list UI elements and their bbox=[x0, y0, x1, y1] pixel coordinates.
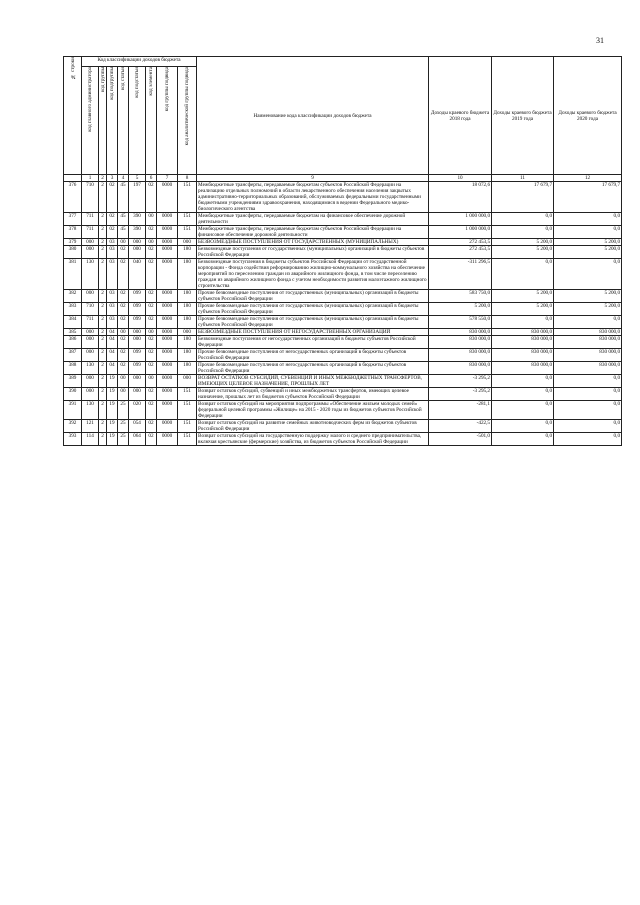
code-column-header-text: код главного администратора bbox=[87, 67, 93, 132]
code-cell: 0000 bbox=[157, 259, 178, 290]
column-number: 4 bbox=[118, 175, 129, 182]
table-row bbox=[64, 375, 622, 388]
code-cell: 0000 bbox=[157, 375, 178, 388]
code-cell: 0000 bbox=[157, 401, 178, 420]
revenue-table bbox=[63, 56, 622, 446]
income-name: ВОЗВРАТ ОСТАТКОВ СУБСИДИЙ, СУБВЕНЦИЙ И ИНЫХ МЕЖБЮДЖЕТНЫХ ТРАНСФЕРТОВ, ИМЕЮЩИХ ЦЕЛЕВОЕ НАЗНАЧЕНИЕ, ПРОШЛЫХ ЛЕТ bbox=[197, 375, 429, 388]
code-cell: 040 bbox=[129, 259, 146, 290]
table-row bbox=[64, 213, 622, 226]
code-column-header bbox=[146, 67, 157, 175]
row-number-header-text: № строки bbox=[69, 57, 76, 80]
code-cell: 19 bbox=[107, 420, 118, 433]
row-number: 378 bbox=[64, 226, 82, 239]
amount-cell: 0,0 bbox=[554, 420, 622, 433]
code-cell: 000 bbox=[82, 246, 99, 259]
row-number: 386 bbox=[64, 336, 82, 349]
amount-cell: 830 000,0 bbox=[429, 336, 492, 349]
code-cell: 099 bbox=[129, 349, 146, 362]
amount-cell: 0,0 bbox=[492, 316, 554, 329]
code-cell: 03 bbox=[107, 246, 118, 259]
table-row bbox=[64, 362, 622, 375]
code-cell: 2 bbox=[99, 316, 107, 329]
amount-cell: 830 000,0 bbox=[492, 349, 554, 362]
amount-cell: -3 295,2 bbox=[429, 375, 492, 388]
amount-cell: 0,0 bbox=[492, 375, 554, 388]
code-cell: 00 bbox=[118, 239, 129, 246]
code-cell: 390 bbox=[129, 226, 146, 239]
code-cell: 710 bbox=[82, 303, 99, 316]
income-name: Прочие безвозмездные поступления от негосударственных организаций в бюджеты субъектов Российской Федерации bbox=[197, 362, 429, 375]
code-cell: 02 bbox=[118, 290, 129, 303]
income-name: Безвозмездные поступления от негосударственных организаций в бюджеты субъектов Российской Федерации bbox=[197, 336, 429, 349]
table-row bbox=[64, 388, 622, 401]
row-number: 387 bbox=[64, 349, 82, 362]
code-cell: 0000 bbox=[157, 362, 178, 375]
code-column-header bbox=[129, 67, 146, 175]
income-name: Межбюджетные трансферты, передаваемые бюджетам на финансовое обеспечение дорожной деятельности bbox=[197, 213, 429, 226]
table-row bbox=[64, 246, 622, 259]
year-2018-header: Доходы краевого бюджета 2018 года bbox=[429, 57, 492, 175]
code-cell: 02 bbox=[107, 226, 118, 239]
code-cell: 2 bbox=[99, 336, 107, 349]
amount-cell: 0,0 bbox=[492, 259, 554, 290]
code-column-header bbox=[99, 67, 107, 175]
code-cell: 02 bbox=[146, 336, 157, 349]
column-number: 10 bbox=[429, 175, 492, 182]
amount-cell: 272 453,5 bbox=[429, 246, 492, 259]
table-row bbox=[64, 226, 622, 239]
table-row bbox=[64, 182, 622, 213]
amount-cell: 0,0 bbox=[554, 401, 622, 420]
income-name: Безвозмездные поступления в бюджеты субъектов Российской Федерации от государственной корпорации - Фонда содействия реформированию жилищно-коммунального хозяйства на обеспечение мероприятий по переселению граждан из аварийного жилищного фонда, в том числе переселению граждан из аварийного жилищного фонда с учетом необходимости развития малоэтажного жилищного строительства bbox=[198, 259, 427, 289]
code-cell: 2 bbox=[99, 329, 107, 336]
code-cell: 45 bbox=[118, 226, 129, 239]
amount-cell: 830 000,0 bbox=[554, 362, 622, 375]
code-cell: 02 bbox=[146, 246, 157, 259]
column-number: 12 bbox=[554, 175, 622, 182]
code-cell: 02 bbox=[107, 213, 118, 226]
code-cell: 03 bbox=[107, 259, 118, 290]
code-cell: 114 bbox=[82, 433, 99, 446]
code-cell: 00 bbox=[118, 375, 129, 388]
code-cell: 2 bbox=[99, 182, 107, 213]
code-cell: 151 bbox=[178, 182, 197, 213]
code-cell: 180 bbox=[178, 290, 197, 303]
code-cell: 180 bbox=[178, 362, 197, 375]
code-cell: 2 bbox=[99, 420, 107, 433]
code-cell: 180 bbox=[178, 303, 197, 316]
code-cell: 180 bbox=[178, 259, 197, 290]
income-name: Возврат остатков субсидий, субвенций и иных межбюджетных трансфертов, имеющих целевое назначение, прошлых лет из бюджетов субъектов Российской Федерации bbox=[197, 388, 429, 401]
code-cell: 02 bbox=[118, 303, 129, 316]
code-cell: 00 bbox=[146, 329, 157, 336]
amount-cell: 0,0 bbox=[554, 316, 622, 329]
amount-cell: 578 550,0 bbox=[429, 316, 492, 329]
amount-cell: -3 295,2 bbox=[429, 388, 492, 401]
code-cell: 0000 bbox=[157, 239, 178, 246]
code-column-header bbox=[118, 67, 129, 175]
row-number: 383 bbox=[64, 303, 82, 316]
code-column-header bbox=[157, 67, 178, 175]
row-number: 392 bbox=[64, 420, 82, 433]
code-cell: 000 bbox=[178, 329, 197, 336]
code-cell: 2 bbox=[99, 259, 107, 290]
row-number: 379 bbox=[64, 239, 82, 246]
code-cell: 000 bbox=[82, 375, 99, 388]
code-cell: 02 bbox=[118, 349, 129, 362]
code-cell: 2 bbox=[99, 239, 107, 246]
code-cell: 2 bbox=[99, 213, 107, 226]
code-cell: 0000 bbox=[157, 336, 178, 349]
amount-cell: 830 000,0 bbox=[429, 362, 492, 375]
code-cell: 0000 bbox=[157, 433, 178, 446]
column-number: 11 bbox=[492, 175, 554, 182]
code-cell: 02 bbox=[146, 290, 157, 303]
code-column-header bbox=[82, 67, 99, 175]
table-row bbox=[64, 420, 622, 433]
income-name: Межбюджетные трансферты, передаваемые бюджетам субъектов Российской Федерации на финансовое обеспечение дорожной деятельности bbox=[197, 226, 429, 239]
code-cell: 02 bbox=[146, 349, 157, 362]
row-number: 389 bbox=[64, 375, 82, 388]
code-column-header-text: код группы bbox=[100, 67, 106, 92]
income-name: БЕЗВОЗМЕЗДНЫЕ ПОСТУПЛЕНИЯ ОТ НЕГОСУДАРСТВЕННЫХ ОРГАНИЗАЦИЙ bbox=[197, 329, 429, 336]
code-cell: 000 bbox=[82, 329, 99, 336]
amount-cell: 5 200,0 bbox=[554, 303, 622, 316]
code-cell: 19 bbox=[107, 433, 118, 446]
table-row bbox=[64, 259, 622, 290]
code-cell: 2 bbox=[99, 226, 107, 239]
amount-cell: 583 750,0 bbox=[429, 290, 492, 303]
code-cell: 02 bbox=[146, 316, 157, 329]
code-cell: 151 bbox=[178, 388, 197, 401]
code-cell: 000 bbox=[129, 329, 146, 336]
column-number: 5 bbox=[129, 175, 146, 182]
amount-cell: 5 200,0 bbox=[492, 303, 554, 316]
code-cell: 151 bbox=[178, 433, 197, 446]
code-cell: 19 bbox=[107, 401, 118, 420]
code-cell: 2 bbox=[99, 375, 107, 388]
table-header bbox=[64, 57, 622, 182]
row-number: 377 bbox=[64, 213, 82, 226]
code-cell: 000 bbox=[82, 336, 99, 349]
column-number: 1 bbox=[82, 175, 99, 182]
year-2020-header: Доходы краевого бюджета 2020 года bbox=[554, 57, 622, 175]
code-column-header-text: код подгруппы bbox=[109, 67, 115, 100]
code-cell: 130 bbox=[82, 362, 99, 375]
code-cell: 02 bbox=[146, 182, 157, 213]
amount-cell: 0,0 bbox=[554, 213, 622, 226]
amount-cell: 17 679,7 bbox=[554, 182, 622, 213]
code-cell: 04 bbox=[107, 362, 118, 375]
code-cell: 0000 bbox=[157, 303, 178, 316]
row-number: 385 bbox=[64, 329, 82, 336]
amount-cell: 0,0 bbox=[492, 388, 554, 401]
amount-cell: 0,0 bbox=[554, 259, 622, 290]
code-cell: 0000 bbox=[157, 290, 178, 303]
code-cell: 000 bbox=[82, 290, 99, 303]
code-cell: 099 bbox=[129, 362, 146, 375]
code-column-header-text: код группы подвида bbox=[164, 67, 170, 112]
code-cell: 130 bbox=[82, 259, 99, 290]
code-cell: 00 bbox=[146, 239, 157, 246]
column-number: 3 bbox=[107, 175, 118, 182]
code-cell: 45 bbox=[118, 213, 129, 226]
code-cell: 711 bbox=[82, 213, 99, 226]
row-number: 393 bbox=[64, 433, 82, 446]
amount-cell: 1 000 000,0 bbox=[429, 226, 492, 239]
code-cell: 130 bbox=[82, 401, 99, 420]
code-column-header-text: код аналитической группы подвида bbox=[184, 67, 191, 146]
code-cell: 00 bbox=[146, 213, 157, 226]
row-number: 381 bbox=[64, 259, 82, 290]
code-cell: 180 bbox=[178, 246, 197, 259]
code-cell: 19 bbox=[107, 388, 118, 401]
code-cell: 0000 bbox=[157, 420, 178, 433]
code-cell: 180 bbox=[178, 336, 197, 349]
code-cell: 02 bbox=[118, 362, 129, 375]
code-cell: 04 bbox=[107, 336, 118, 349]
code-cell: 2 bbox=[99, 362, 107, 375]
row-number: 391 bbox=[64, 401, 82, 420]
amount-cell: -311 296,5 bbox=[429, 259, 492, 290]
code-cell: 00 bbox=[146, 375, 157, 388]
amount-cell: 272 453,5 bbox=[429, 239, 492, 246]
income-name: Возврат остатков субсидий на мероприятия подпрограммы «Обеспечение жильем молодых семей» федеральной целевой программы «Жилище» на 2015 - 2020 годы из бюджетов субъектов Российской Федерации bbox=[197, 401, 429, 420]
code-cell: 2 bbox=[99, 303, 107, 316]
amount-cell: 0,0 bbox=[492, 433, 554, 446]
amount-cell: 0,0 bbox=[492, 226, 554, 239]
column-number-row bbox=[64, 175, 622, 182]
code-cell: 000 bbox=[178, 375, 197, 388]
code-cell: 000 bbox=[129, 375, 146, 388]
table-row bbox=[64, 329, 622, 336]
code-cell: 000 bbox=[129, 239, 146, 246]
code-cell: 000 bbox=[82, 388, 99, 401]
amount-cell: 0,0 bbox=[492, 401, 554, 420]
income-name: Прочие безвозмездные поступления от государственных (муниципальных) организаций в бюджеты субъектов Российской Федерации bbox=[197, 303, 429, 316]
code-cell: 180 bbox=[178, 349, 197, 362]
code-cell: 0000 bbox=[157, 316, 178, 329]
income-name: Межбюджетные трансферты, передаваемые бюджетам субъектов Российской Федерации на реализацию отдельных полномочий в области лекарственного обеспечения населения закрытых административно-территориальных образований, обслуживаемых федеральными государственными бюджетными учреждениями здравоохранения, находящимися в ведении Федерального медико-биологического агентства bbox=[197, 182, 429, 213]
code-cell: 02 bbox=[146, 303, 157, 316]
code-cell: 000 bbox=[129, 246, 146, 259]
name-column-header: Наименование кода классификации доходов бюджета bbox=[197, 57, 429, 175]
code-group-header: Код классификации доходов бюджета bbox=[82, 57, 197, 67]
amount-cell: 5 200,0 bbox=[554, 246, 622, 259]
page-number: 31 bbox=[596, 36, 604, 45]
amount-cell: 0,0 bbox=[554, 375, 622, 388]
table-row bbox=[64, 433, 622, 446]
code-cell: 121 bbox=[82, 420, 99, 433]
table-row bbox=[64, 290, 622, 303]
code-cell: 02 bbox=[146, 433, 157, 446]
amount-cell: 0,0 bbox=[554, 388, 622, 401]
table-body bbox=[64, 182, 622, 446]
code-cell: 00 bbox=[118, 388, 129, 401]
code-cell: 03 bbox=[107, 303, 118, 316]
code-cell: 000 bbox=[178, 239, 197, 246]
code-cell: 0000 bbox=[157, 226, 178, 239]
income-name: Прочие безвозмездные поступления от государственных (муниципальных) организаций в бюджеты субъектов Российской Федерации bbox=[197, 290, 429, 303]
code-cell: 02 bbox=[146, 401, 157, 420]
code-cell: 25 bbox=[118, 401, 129, 420]
row-number: 384 bbox=[64, 316, 82, 329]
amount-cell: 5 200,0 bbox=[492, 246, 554, 259]
code-cell: 099 bbox=[129, 290, 146, 303]
code-cell: 197 bbox=[129, 182, 146, 213]
code-cell: 711 bbox=[82, 316, 99, 329]
code-cell: 02 bbox=[146, 362, 157, 375]
code-cell: 2 bbox=[99, 290, 107, 303]
row-number: 376 bbox=[64, 182, 82, 213]
code-cell: 0000 bbox=[157, 182, 178, 213]
table-row bbox=[64, 401, 622, 420]
code-cell: 0000 bbox=[157, 349, 178, 362]
amount-cell: 17 679,7 bbox=[492, 182, 554, 213]
code-cell: 000 bbox=[82, 239, 99, 246]
column-number: 2 bbox=[99, 175, 107, 182]
code-cell: 03 bbox=[107, 239, 118, 246]
column-number: 7 bbox=[157, 175, 178, 182]
row-number-header bbox=[64, 57, 82, 175]
code-cell: 19 bbox=[107, 375, 118, 388]
code-cell: 02 bbox=[107, 182, 118, 213]
table-row bbox=[64, 316, 622, 329]
code-cell: 2 bbox=[99, 433, 107, 446]
column-number: 6 bbox=[146, 175, 157, 182]
income-name: Возврат остатков субсидий на государственную поддержку малого и среднего предпринимательства, включая крестьянские (фермерские) хозяйства, из бюджетов субъектов Российской Федерации bbox=[197, 433, 429, 446]
code-cell: 04 bbox=[107, 349, 118, 362]
table-row bbox=[64, 239, 622, 246]
code-cell: 2 bbox=[99, 246, 107, 259]
code-cell: 0000 bbox=[157, 213, 178, 226]
amount-cell: 830 000,0 bbox=[554, 349, 622, 362]
code-cell: 711 bbox=[82, 226, 99, 239]
code-cell: 02 bbox=[146, 388, 157, 401]
amount-cell: 5 200,0 bbox=[492, 239, 554, 246]
code-cell: 02 bbox=[146, 420, 157, 433]
code-cell: 000 bbox=[129, 388, 146, 401]
code-cell: 000 bbox=[82, 349, 99, 362]
column-number: 9 bbox=[197, 175, 429, 182]
amount-cell: -422,5 bbox=[429, 420, 492, 433]
column-number bbox=[64, 175, 82, 182]
code-cell: 0000 bbox=[157, 388, 178, 401]
code-cell: 2 bbox=[99, 401, 107, 420]
amount-cell: 5 200,0 bbox=[429, 303, 492, 316]
code-cell: 02 bbox=[118, 246, 129, 259]
amount-cell: 0,0 bbox=[492, 213, 554, 226]
amount-cell: 830 000,0 bbox=[429, 329, 492, 336]
amount-cell: 0,0 bbox=[554, 433, 622, 446]
income-name: Возврат остатков субсидий на развитие семейных животноводческих ферм из бюджетов субъектов Российской Федерации bbox=[197, 420, 429, 433]
code-cell: 710 bbox=[82, 182, 99, 213]
code-column-header bbox=[178, 67, 197, 175]
income-name: Безвозмездные поступления от государственных (муниципальных) организаций в бюджеты субъектов Российской Федерации bbox=[197, 246, 429, 259]
code-cell: 151 bbox=[178, 420, 197, 433]
code-column-header-text: код элемента bbox=[148, 67, 154, 96]
amount-cell: 1 000 000,0 bbox=[429, 213, 492, 226]
amount-cell: 830 000,0 bbox=[492, 329, 554, 336]
row-number: 388 bbox=[64, 362, 82, 375]
amount-cell: 5 200,0 bbox=[554, 290, 622, 303]
code-cell: 0000 bbox=[157, 329, 178, 336]
column-number: 8 bbox=[178, 175, 197, 182]
amount-cell: 0,0 bbox=[492, 420, 554, 433]
code-column-header-text: код статьи bbox=[120, 67, 126, 90]
code-cell: 02 bbox=[118, 316, 129, 329]
code-cell: 151 bbox=[178, 226, 197, 239]
code-cell: 25 bbox=[118, 420, 129, 433]
code-cell: 000 bbox=[129, 336, 146, 349]
amount-cell: 830 000,0 bbox=[492, 362, 554, 375]
code-cell: 02 bbox=[118, 259, 129, 290]
code-cell: 00 bbox=[118, 329, 129, 336]
code-cell: 45 bbox=[118, 182, 129, 213]
code-cell: 151 bbox=[178, 401, 197, 420]
amount-cell: 830 000,0 bbox=[492, 336, 554, 349]
amount-cell: 0,0 bbox=[554, 226, 622, 239]
amount-cell: 5 200,0 bbox=[492, 290, 554, 303]
code-cell: 02 bbox=[146, 259, 157, 290]
amount-cell: 830 000,0 bbox=[554, 329, 622, 336]
code-cell: 054 bbox=[129, 420, 146, 433]
code-cell: 03 bbox=[107, 316, 118, 329]
table-row bbox=[64, 336, 622, 349]
amount-cell: 5 200,0 bbox=[554, 239, 622, 246]
code-cell: 180 bbox=[178, 316, 197, 329]
code-cell: 04 bbox=[107, 329, 118, 336]
row-number: 382 bbox=[64, 290, 82, 303]
code-cell: 390 bbox=[129, 213, 146, 226]
amount-cell: 830 000,0 bbox=[429, 349, 492, 362]
amount-cell: -501,0 bbox=[429, 433, 492, 446]
code-cell: 2 bbox=[99, 388, 107, 401]
income-name: БЕЗВОЗМЕЗДНЫЕ ПОСТУПЛЕНИЯ ОТ ГОСУДАРСТВЕННЫХ (МУНИЦИПАЛЬНЫХ) bbox=[197, 239, 429, 246]
income-name: Прочие безвозмездные поступления от государственных (муниципальных) организаций в бюджеты субъектов Российской Федерации bbox=[197, 316, 429, 329]
code-cell: 064 bbox=[129, 433, 146, 446]
amount-cell: -281,1 bbox=[429, 401, 492, 420]
amount-cell: 18 072,6 bbox=[429, 182, 492, 213]
row-number: 390 bbox=[64, 388, 82, 401]
table-row bbox=[64, 303, 622, 316]
amount-cell: 830 000,0 bbox=[554, 336, 622, 349]
row-number: 380 bbox=[64, 246, 82, 259]
code-cell: 099 bbox=[129, 316, 146, 329]
code-cell: 020 bbox=[129, 401, 146, 420]
code-cell: 099 bbox=[129, 303, 146, 316]
code-cell: 25 bbox=[118, 433, 129, 446]
year-2019-header: Доходы краевого бюджета 2019 года bbox=[492, 57, 554, 175]
income-name: Прочие безвозмездные поступления от негосударственных организаций в бюджеты субъектов Российской Федерации bbox=[197, 349, 429, 362]
code-cell: 2 bbox=[99, 349, 107, 362]
code-column-header bbox=[107, 67, 118, 175]
code-cell: 151 bbox=[178, 213, 197, 226]
code-column-header-text: код подстатьи bbox=[134, 67, 140, 98]
table-row bbox=[64, 349, 622, 362]
code-cell: 03 bbox=[107, 290, 118, 303]
code-cell: 0000 bbox=[157, 246, 178, 259]
code-cell: 02 bbox=[146, 226, 157, 239]
code-cell: 02 bbox=[118, 336, 129, 349]
